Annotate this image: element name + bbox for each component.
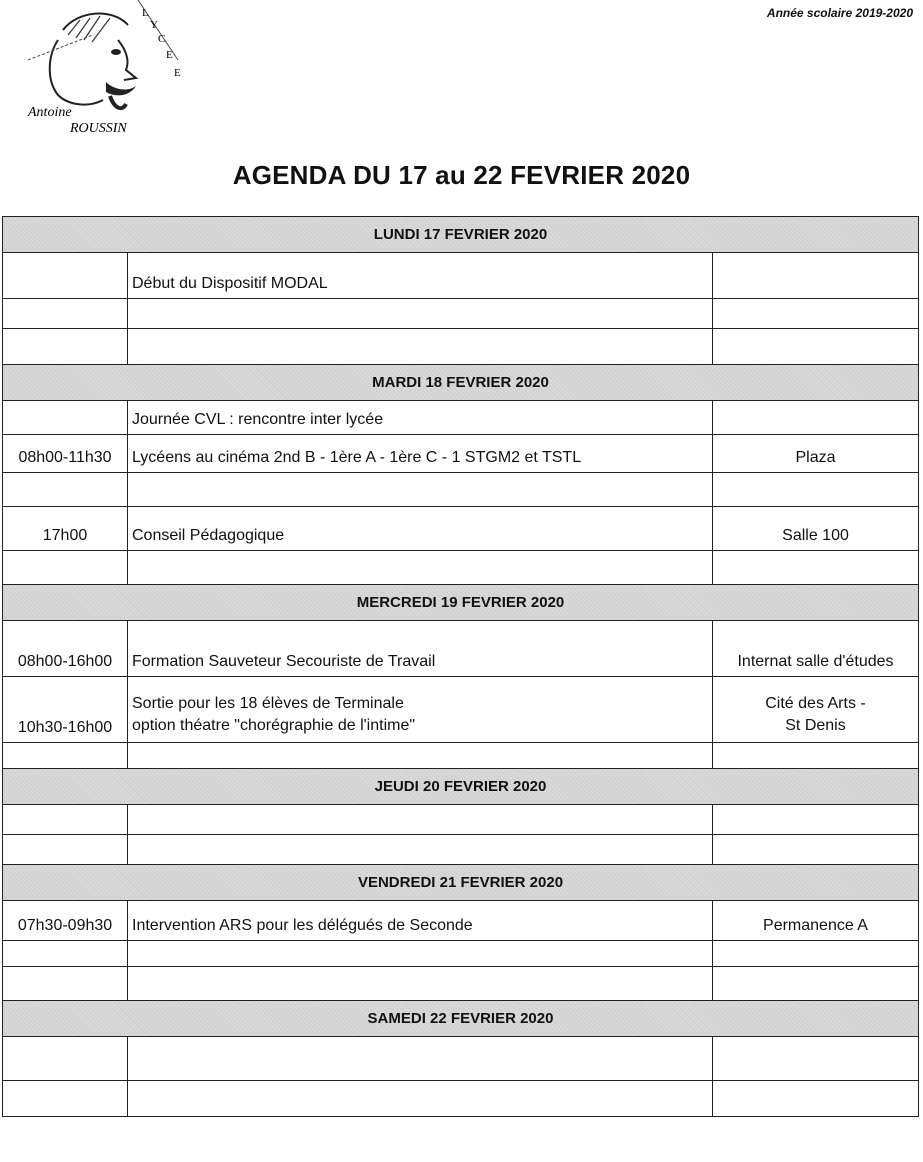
agenda-row [2,1037,919,1081]
day-header: LUNDI 17 FEVRIER 2020 [2,217,919,253]
time-cell [3,253,128,298]
place-cell [713,941,918,966]
event-cell [128,507,713,550]
day-header: MERCREDI 19 FEVRIER 2020 [2,585,919,621]
agenda-row [2,621,919,677]
place-cell [713,329,918,364]
place-cell-text: Permanence A [763,917,868,934]
school-year-label: Année scolaire 2019-2020 [766,6,913,20]
time-cell-text: 07h30-09h30 [17,917,113,934]
place-cell [713,1037,918,1080]
event-cell [128,941,713,966]
event-cell [128,435,713,472]
time-cell [3,1081,128,1116]
place-cell [713,743,918,768]
logo-text-first: Antoine [28,105,72,120]
place-cell-text: Internat salle d'études [737,653,894,670]
time-cell [3,435,128,472]
time-cell [3,621,128,676]
agenda-row [2,743,919,769]
agenda-row [2,835,919,865]
place-cell [713,435,918,472]
place-cell-text: Cité des Arts - St Denis [765,695,866,734]
place-cell [713,551,918,584]
logo-text-last: ROUSSIN [70,121,127,136]
time-cell [3,299,128,328]
agenda-row [2,473,919,507]
time-cell [3,1037,128,1080]
place-cell [713,1081,918,1116]
event-cell-text: Sortie pour les 18 élèves de Terminale option théatre "chorégraphie de l'intime" [132,695,416,734]
time-cell [3,835,128,864]
event-cell [128,551,713,584]
time-cell-text: 17h00 [42,527,88,544]
day-header: SAMEDI 22 FEVRIER 2020 [2,1001,919,1037]
agenda-table [2,216,919,1117]
place-cell [713,835,918,864]
event-cell-text: Intervention ARS pour les délégués de Seconde [132,917,473,934]
event-cell [128,253,713,298]
agenda-row [2,551,919,585]
event-cell [128,621,713,676]
place-cell [713,677,918,742]
event-cell [128,901,713,940]
time-cell-text: 08h00-11h30 [18,449,112,466]
event-cell [128,835,713,864]
time-cell [3,805,128,834]
agenda-row [2,435,919,473]
event-cell [128,1081,713,1116]
time-cell [3,473,128,506]
time-cell [3,967,128,1000]
place-cell [713,401,918,434]
event-cell [128,299,713,328]
time-cell [3,941,128,966]
event-cell [128,329,713,364]
time-cell [3,401,128,434]
time-cell-text: 10h30-16h00 [17,719,113,736]
place-cell [713,299,918,328]
day-header: VENDREDI 21 FEVRIER 2020 [2,865,919,901]
time-cell [3,507,128,550]
place-cell [713,967,918,1000]
agenda-row [2,805,919,835]
event-cell [128,1037,713,1080]
place-cell [713,507,918,550]
event-cell [128,401,713,434]
time-cell [3,677,128,742]
place-cell [713,901,918,940]
agenda-row [2,507,919,551]
agenda-row [2,329,919,365]
place-cell [713,805,918,834]
agenda-row [2,401,919,435]
time-cell [3,551,128,584]
logo-letter: E [166,49,173,61]
agenda-row [2,941,919,967]
time-cell [3,743,128,768]
agenda-row [2,901,919,941]
logo-letter: L [142,7,149,19]
day-header: JEUDI 20 FEVRIER 2020 [2,769,919,805]
event-cell-text: Lycéens au cinéma 2nd B - 1ère A - 1ère C - 1 STGM2 et TSTL [132,449,582,466]
event-cell [128,743,713,768]
logo-drawing [18,0,188,140]
agenda-row [2,677,919,743]
time-cell [3,901,128,940]
event-cell [128,677,713,742]
event-cell-text: Conseil Pédagogique [132,527,285,544]
event-cell-text: Début du Dispositif MODAL [132,275,328,292]
agenda-row [2,253,919,299]
agenda-row [2,1081,919,1117]
time-cell-text: 08h00-16h00 [17,653,113,670]
time-cell [3,329,128,364]
place-cell-text: Salle 100 [782,527,849,544]
event-cell [128,473,713,506]
logo-letter: C [158,33,166,45]
agenda-row [2,967,919,1001]
school-logo [18,0,188,140]
logo-letter: Y [150,19,158,31]
event-cell-text: Journée CVL : rencontre inter lycée [132,411,384,428]
logo-letter: E [174,67,181,79]
place-cell [713,621,918,676]
day-header: MARDI 18 FEVRIER 2020 [2,365,919,401]
event-cell [128,805,713,834]
place-cell-text: Plaza [795,449,836,466]
agenda-row [2,299,919,329]
place-cell [713,473,918,506]
event-cell [128,967,713,1000]
page-title: AGENDA DU 17 au 22 FEVRIER 2020 [232,160,691,190]
place-cell [713,253,918,298]
event-cell-text: Formation Sauveteur Secouriste de Travail [132,653,436,670]
